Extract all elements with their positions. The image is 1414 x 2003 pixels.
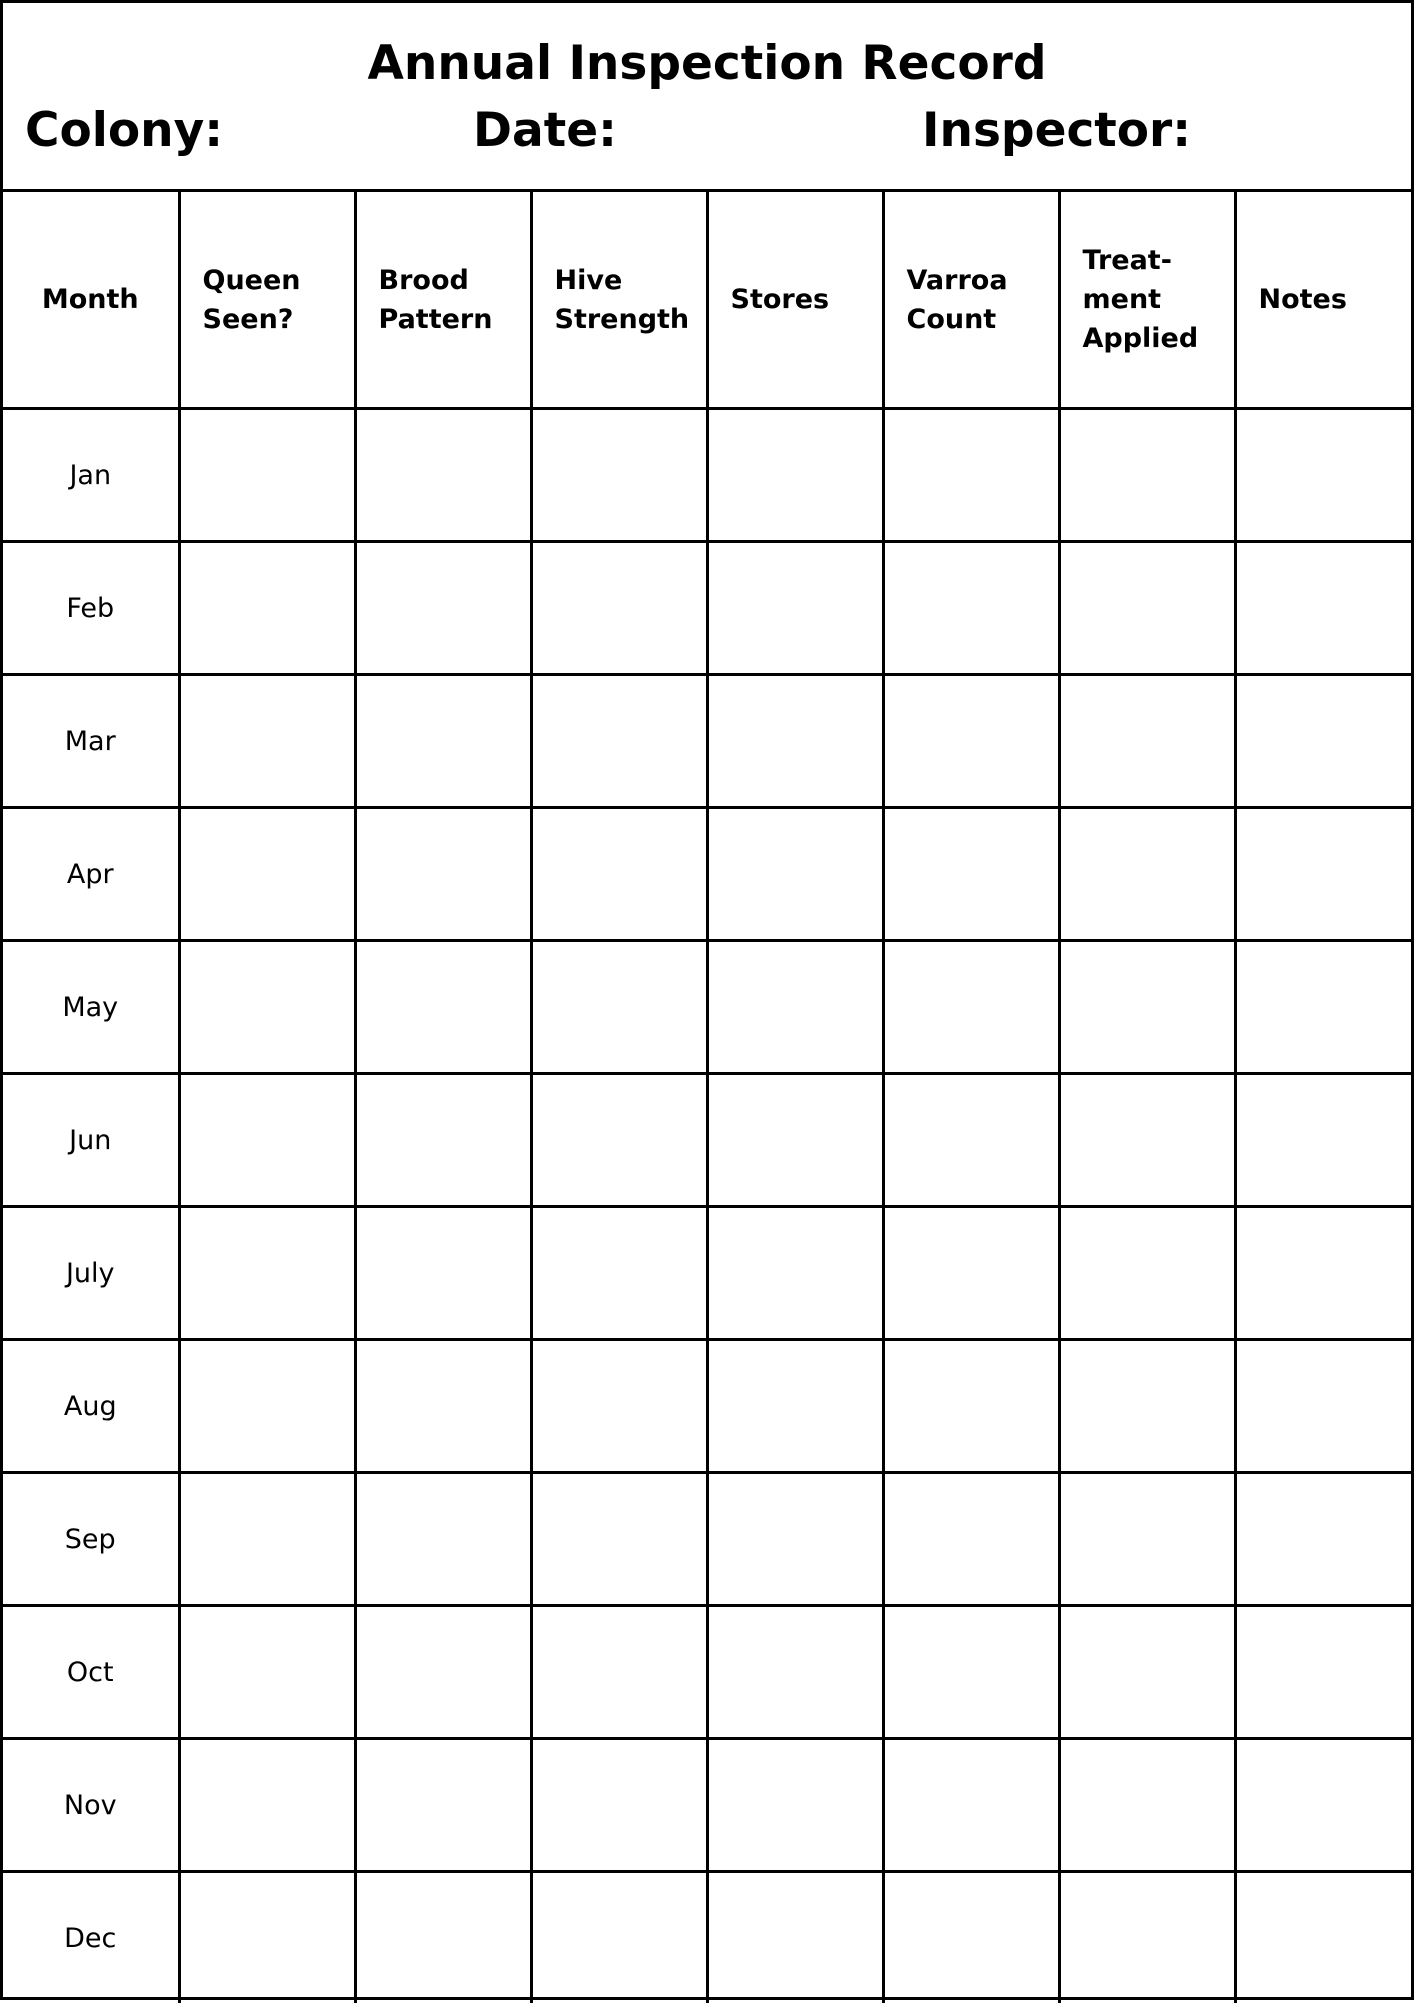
brood-pattern-cell[interactable] [355, 1340, 531, 1473]
varroa-count-cell[interactable] [883, 1872, 1059, 2003]
queen-seen-cell[interactable] [179, 1340, 355, 1473]
table-row [3, 1340, 1411, 1473]
stores-cell[interactable] [707, 1340, 883, 1473]
treatment-applied-cell[interactable] [1059, 1872, 1235, 2003]
notes-cell[interactable] [1235, 1739, 1411, 1872]
queen-seen-cell[interactable] [179, 1606, 355, 1739]
column-header-notes: Notes [1235, 192, 1411, 409]
notes-cell[interactable] [1235, 1207, 1411, 1340]
hive-strength-cell[interactable] [531, 1872, 707, 2003]
varroa-count-cell[interactable] [883, 1473, 1059, 1606]
table-row [3, 941, 1411, 1074]
brood-pattern-cell[interactable] [355, 941, 531, 1074]
month-cell: Nov [3, 1739, 179, 1872]
hive-strength-cell[interactable] [531, 808, 707, 941]
column-header-stores: Stores [707, 192, 883, 409]
inspector-label: Inspector: [922, 100, 1191, 162]
month-cell: Jun [3, 1074, 179, 1207]
notes-cell[interactable] [1235, 675, 1411, 808]
queen-seen-cell[interactable] [179, 1074, 355, 1207]
varroa-count-cell[interactable] [883, 675, 1059, 808]
treatment-applied-cell[interactable] [1059, 1606, 1235, 1739]
column-header-treatment-applied: Treat- ment Applied [1059, 192, 1235, 409]
month-cell: Apr [3, 808, 179, 941]
table-row [3, 675, 1411, 808]
table-row [3, 1606, 1411, 1739]
treatment-applied-cell[interactable] [1059, 409, 1235, 542]
table-row [3, 409, 1411, 542]
treatment-applied-cell[interactable] [1059, 1340, 1235, 1473]
notes-cell[interactable] [1235, 1074, 1411, 1207]
month-cell: Jan [3, 409, 179, 542]
form-title: Annual Inspection Record [3, 33, 1411, 95]
column-header-varroa-count: Varroa Count [883, 192, 1059, 409]
hive-strength-cell[interactable] [531, 1739, 707, 1872]
hive-strength-cell[interactable] [531, 1606, 707, 1739]
form-header [3, 3, 1411, 192]
stores-cell[interactable] [707, 1207, 883, 1340]
hive-strength-cell[interactable] [531, 1207, 707, 1340]
treatment-applied-cell[interactable] [1059, 1739, 1235, 1872]
brood-pattern-cell[interactable] [355, 1207, 531, 1340]
varroa-count-cell[interactable] [883, 808, 1059, 941]
inspection-table [3, 192, 1411, 2003]
table-row [3, 808, 1411, 941]
notes-cell[interactable] [1235, 1872, 1411, 2003]
table-row [3, 1074, 1411, 1207]
notes-cell[interactable] [1235, 941, 1411, 1074]
month-cell: Aug [3, 1340, 179, 1473]
treatment-applied-cell[interactable] [1059, 542, 1235, 675]
brood-pattern-cell[interactable] [355, 1739, 531, 1872]
notes-cell[interactable] [1235, 808, 1411, 941]
month-cell: July [3, 1207, 179, 1340]
notes-cell[interactable] [1235, 1340, 1411, 1473]
notes-cell[interactable] [1235, 1606, 1411, 1739]
stores-cell[interactable] [707, 542, 883, 675]
queen-seen-cell[interactable] [179, 1872, 355, 2003]
hive-strength-cell[interactable] [531, 1074, 707, 1207]
column-header-hive-strength: Hive Strength [531, 192, 707, 409]
hive-strength-cell[interactable] [531, 542, 707, 675]
queen-seen-cell[interactable] [179, 1739, 355, 1872]
treatment-applied-cell[interactable] [1059, 1074, 1235, 1207]
stores-cell[interactable] [707, 1606, 883, 1739]
brood-pattern-cell[interactable] [355, 808, 531, 941]
month-cell: Mar [3, 675, 179, 808]
stores-cell[interactable] [707, 1473, 883, 1606]
month-cell: Dec [3, 1872, 179, 2003]
stores-cell[interactable] [707, 1872, 883, 2003]
notes-cell[interactable] [1235, 409, 1411, 542]
queen-seen-cell[interactable] [179, 542, 355, 675]
varroa-count-cell[interactable] [883, 1606, 1059, 1739]
stores-cell[interactable] [707, 675, 883, 808]
month-cell: Sep [3, 1473, 179, 1606]
header-row [3, 192, 1411, 409]
treatment-applied-cell[interactable] [1059, 941, 1235, 1074]
queen-seen-cell[interactable] [179, 409, 355, 542]
notes-cell[interactable] [1235, 1473, 1411, 1606]
month-cell: May [3, 941, 179, 1074]
treatment-applied-cell[interactable] [1059, 1473, 1235, 1606]
brood-pattern-cell[interactable] [355, 1074, 531, 1207]
table-row [3, 542, 1411, 675]
brood-pattern-cell[interactable] [355, 1473, 531, 1606]
queen-seen-cell[interactable] [179, 1473, 355, 1606]
queen-seen-cell[interactable] [179, 808, 355, 941]
column-header-brood-pattern: Brood Pattern [355, 192, 531, 409]
table-row [3, 1739, 1411, 1872]
column-header-month: Month [3, 192, 179, 409]
brood-pattern-cell[interactable] [355, 409, 531, 542]
queen-seen-cell[interactable] [179, 1207, 355, 1340]
hive-strength-cell[interactable] [531, 409, 707, 542]
stores-cell[interactable] [707, 1739, 883, 1872]
hive-strength-cell[interactable] [531, 941, 707, 1074]
date-label: Date: [473, 100, 617, 162]
stores-cell[interactable] [707, 409, 883, 542]
month-cell: Feb [3, 542, 179, 675]
queen-seen-cell[interactable] [179, 941, 355, 1074]
stores-cell[interactable] [707, 941, 883, 1074]
table-row [3, 1207, 1411, 1340]
brood-pattern-cell[interactable] [355, 542, 531, 675]
table-row [3, 1473, 1411, 1606]
varroa-count-cell[interactable] [883, 1074, 1059, 1207]
hive-strength-cell[interactable] [531, 1340, 707, 1473]
brood-pattern-cell[interactable] [355, 675, 531, 808]
month-cell: Oct [3, 1606, 179, 1739]
colony-label: Colony: [25, 100, 223, 162]
table-row [3, 1872, 1411, 2003]
stores-cell[interactable] [707, 1074, 883, 1207]
treatment-applied-cell[interactable] [1059, 808, 1235, 941]
brood-pattern-cell[interactable] [355, 1606, 531, 1739]
varroa-count-cell[interactable] [883, 941, 1059, 1074]
varroa-count-cell[interactable] [883, 1340, 1059, 1473]
notes-cell[interactable] [1235, 542, 1411, 675]
varroa-count-cell[interactable] [883, 542, 1059, 675]
varroa-count-cell[interactable] [883, 409, 1059, 542]
hive-strength-cell[interactable] [531, 1473, 707, 1606]
stores-cell[interactable] [707, 808, 883, 941]
treatment-applied-cell[interactable] [1059, 675, 1235, 808]
treatment-applied-cell[interactable] [1059, 1207, 1235, 1340]
queen-seen-cell[interactable] [179, 675, 355, 808]
hive-strength-cell[interactable] [531, 675, 707, 808]
varroa-count-cell[interactable] [883, 1739, 1059, 1872]
column-header-queen-seen: Queen Seen? [179, 192, 355, 409]
varroa-count-cell[interactable] [883, 1207, 1059, 1340]
brood-pattern-cell[interactable] [355, 1872, 531, 2003]
